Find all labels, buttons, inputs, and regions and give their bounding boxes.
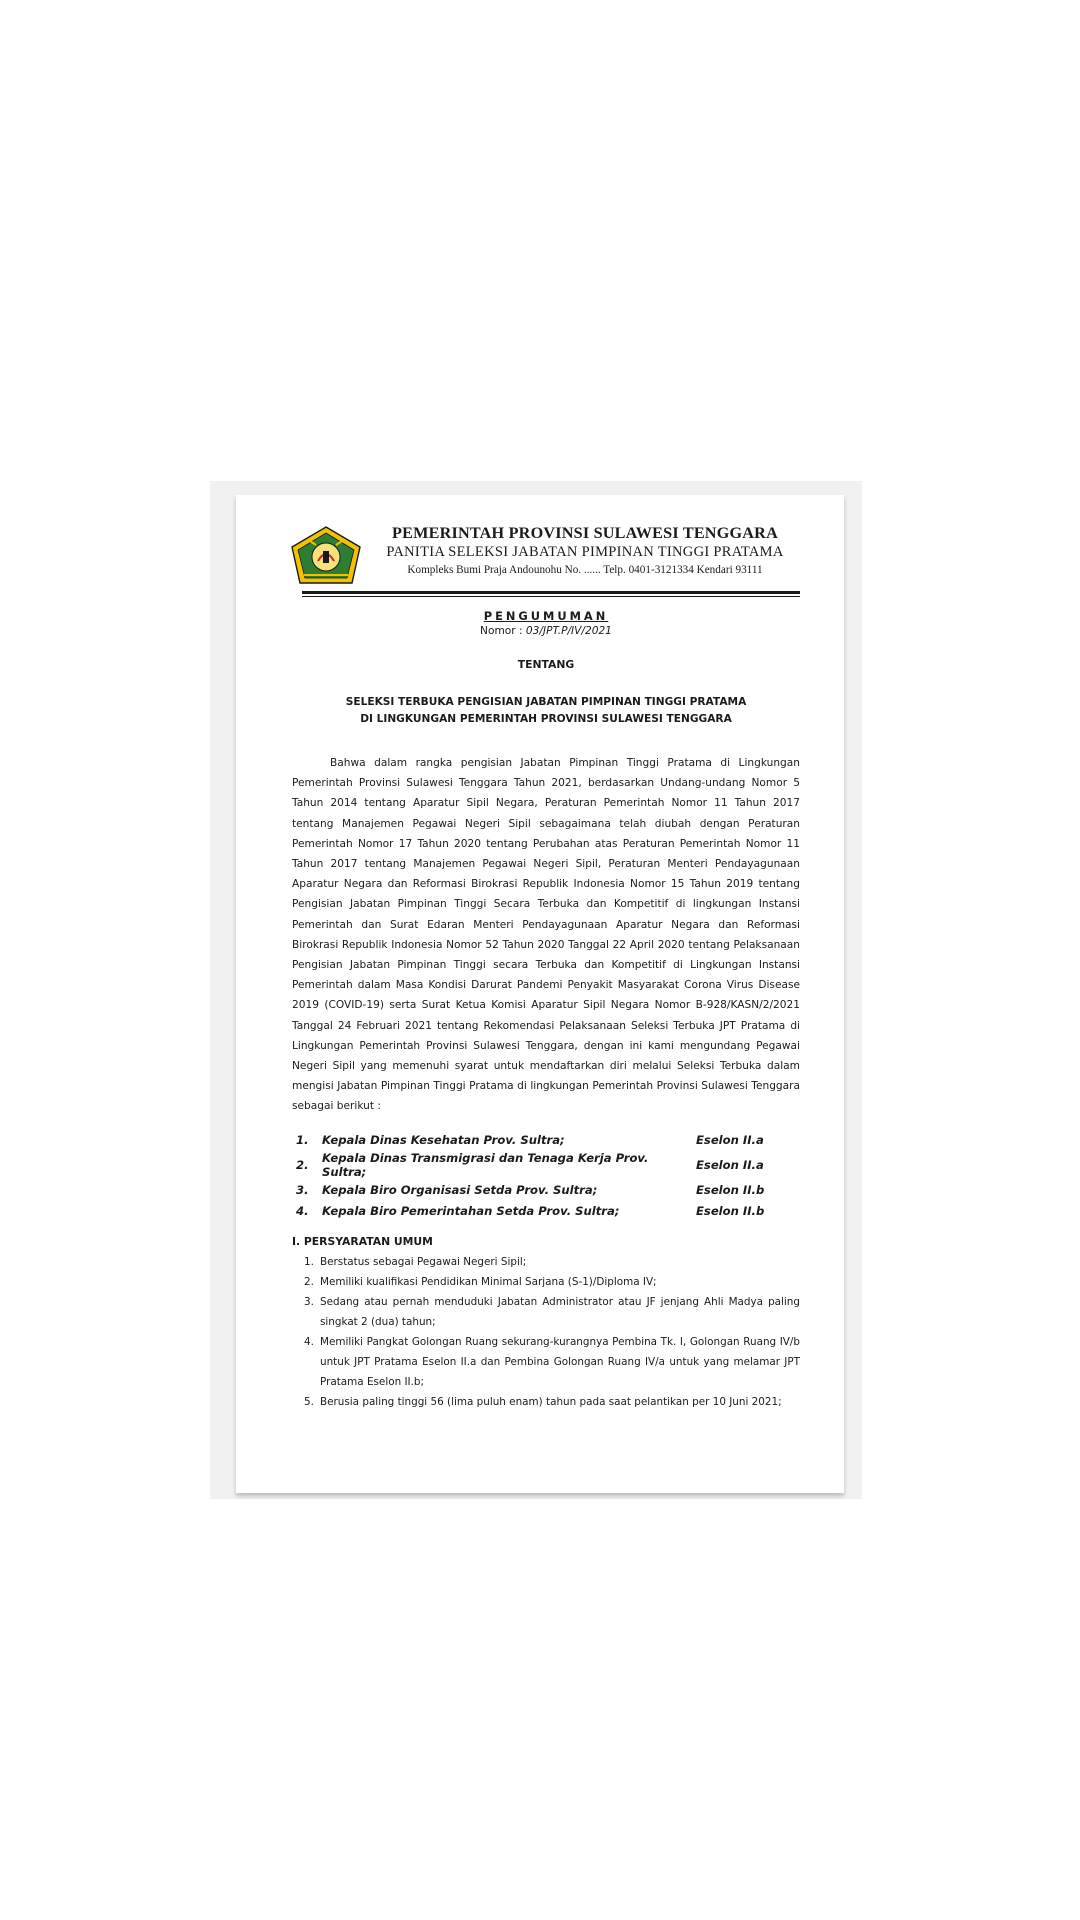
number-label: Nomor : bbox=[480, 625, 526, 637]
requirement-text: Berstatus sebagai Pegawai Negeri Sipil; bbox=[320, 1256, 527, 1269]
position-row bbox=[292, 1201, 800, 1223]
letterhead-rule bbox=[302, 591, 800, 594]
position-eselon: Eselon II.b bbox=[696, 1204, 765, 1219]
announcement-title: PENGUMUMAN bbox=[483, 609, 609, 623]
subject-line-2: DI LINGKUNGAN PEMERINTAH PROVINSI SULAWESI TENGGARA bbox=[360, 713, 732, 725]
body-paragraph-text: Bahwa dalam rangka pengisian Jabatan Pimpinan Tinggi Pratama di Lingkungan Pemerintah Provinsi Sulawesi Tenggara Tahun 2021, berdasarkan Undang-undang Nomor 5 Tahun 2014 tentang Aparatur Sipil Negara, Peraturan Pemerintah Nomor 11 Tahun 2017 tentang Manajemen Pegawai Negeri Sipil sebagaimana telah diubah dengan Peraturan Pemerintah Nomor 17 Tahun 2020 tentang Perubahan atas Peraturan Pemerintah Nomor 11 Tahun 2017 tentang Manajemen Pegawai Negeri Sipil, Peraturan Menteri Pendayagunaan Aparatur Negara dan Reformasi Birokrasi Republik Indonesia Nomor 15 Tahun 2019 tentang Pengisian Jabatan Pimpinan Tinggi Secara Terbuka dan Kompetitif di lingkungan Instansi Pemerintah dan Surat Edaran Menteri Pendayagunaan Aparatur Negara dan Reformasi Birokrasi Republik Indonesia Nomor 52 Tahun 2020 Tanggal 22 April 2020 tentang Pelaksanaan Pengisian Jabatan Pimpinan Tinggi secara Terbuka dan Kompetitif di Lingkungan Instansi Pemerintah dalam Masa Kondisi Darurat Pandemi Penyakit Masyarakat Corona Virus Disease 2019 (COVID-19) serta Surat Ketua Komisi Aparatur Sipil Negara Nomor B-928/KASN/2/2021 Tanggal 24 Februari 2021 tentang Rekomendasi Pelaksanaan Seleksi Terbuka JPT Pratama di Lingkungan Pemerintah Provinsi Sulawesi Tenggara, dengan ini kami mengundang Pegawai Negeri Sipil yang memenuhi syarat untuk mendaftarkan diri melalui Seleksi Terbuka dalam mengisi Jabatan Pimpinan Tinggi Pratama di lingkungan Pemerintah Provinsi Sulawesi Tenggara sebagai berikut : bbox=[292, 757, 800, 1113]
body-paragraph bbox=[292, 753, 800, 1117]
requirement-item bbox=[292, 1252, 800, 1272]
requirement-item bbox=[292, 1272, 800, 1292]
position-number: 1. bbox=[296, 1133, 309, 1148]
requirement-number: 1. bbox=[304, 1256, 314, 1269]
letterhead-rule-thin bbox=[302, 596, 800, 597]
announcement-heading bbox=[292, 609, 800, 728]
position-name: Kepala Biro Organisasi Setda Prov. Sultra; bbox=[322, 1182, 598, 1197]
position-name: Kepala Biro Pemerintahan Setda Prov. Sultra; bbox=[322, 1204, 620, 1219]
position-number: 3. bbox=[296, 1182, 309, 1197]
position-eselon: Eselon II.b bbox=[696, 1182, 765, 1197]
position-name: Kepala Dinas Transmigrasi dan Tenaga Kerja Prov. Sultra; bbox=[322, 1151, 649, 1180]
requirement-text: Berusia paling tinggi 56 (lima puluh enam) tahun pada saat pelantikan per 10 Juni 2021; bbox=[320, 1396, 782, 1409]
requirement-item bbox=[292, 1332, 800, 1392]
letterhead bbox=[292, 523, 800, 585]
requirement-number: 3. bbox=[304, 1296, 314, 1309]
requirement-number: 5. bbox=[304, 1396, 314, 1409]
position-number: 2. bbox=[296, 1158, 309, 1173]
letterhead-committee: PANITIA SELEKSI JABATAN PIMPINAN TINGGI PRATAMA bbox=[386, 544, 784, 560]
letterhead-government: PEMERINTAH PROVINSI SULAWESI TENGGARA bbox=[392, 524, 778, 542]
announcement-number bbox=[292, 624, 800, 638]
requirements-title: I. PERSYARATAN UMUM bbox=[292, 1235, 433, 1249]
requirement-text: Memiliki Pangkat Golongan Ruang sekurang-kurangnya Pembina Tk. I, Golongan Ruang IV/b untuk JPT Pratama Eselon II.a dan Pembina Golongan Ruang IV/a untuk yang melamar JPT Pratama Eselon II.b; bbox=[320, 1336, 800, 1389]
position-row bbox=[292, 1179, 800, 1201]
position-list bbox=[292, 1130, 800, 1223]
about-label: TENTANG bbox=[517, 658, 575, 671]
requirement-item bbox=[292, 1292, 800, 1332]
requirement-item bbox=[292, 1392, 800, 1412]
position-row bbox=[292, 1130, 800, 1152]
announcement-subject bbox=[292, 694, 800, 728]
position-eselon: Eselon II.a bbox=[696, 1133, 764, 1148]
requirement-text: Sedang atau pernah menduduki Jabatan Administrator atau JF jenjang Ahli Madya paling singkat 2 (dua) tahun; bbox=[320, 1296, 800, 1329]
number-value: 03/JPT.P/IV/2021 bbox=[525, 625, 612, 637]
letterhead-text bbox=[370, 523, 800, 578]
requirements-list bbox=[292, 1252, 800, 1412]
subject-line-1: SELEKSI TERBUKA PENGISIAN JABATAN PIMPINAN TINGGI PRATAMA bbox=[345, 696, 747, 708]
letterhead-address: Kompleks Bumi Praja Andounohu No. ...... Telp. 0401-3121334 Kendari 93111 bbox=[407, 564, 763, 576]
position-row bbox=[292, 1151, 800, 1179]
document-content bbox=[292, 523, 800, 1412]
province-emblem-icon bbox=[290, 525, 362, 587]
requirement-text: Memiliki kualifikasi Pendidikan Minimal Sarjana (S-1)/Diploma IV; bbox=[320, 1276, 657, 1289]
requirement-number: 2. bbox=[304, 1276, 314, 1289]
requirement-number: 4. bbox=[304, 1336, 314, 1349]
document-page bbox=[236, 495, 844, 1493]
position-name: Kepala Dinas Kesehatan Prov. Sultra; bbox=[322, 1133, 565, 1148]
position-eselon: Eselon II.a bbox=[696, 1158, 764, 1173]
position-number: 4. bbox=[296, 1204, 309, 1219]
